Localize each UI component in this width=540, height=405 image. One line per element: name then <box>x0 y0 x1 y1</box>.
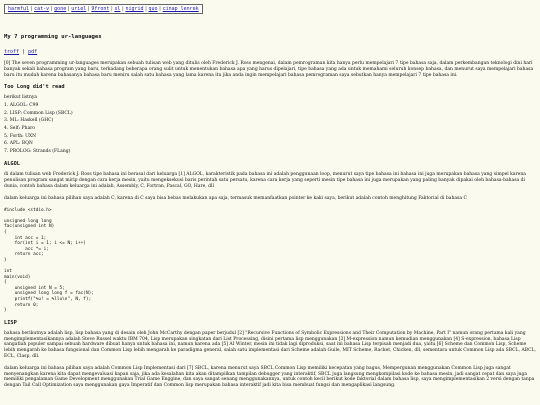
lisp-paragraph-2: dalam keluarga ini bahasa pilihan saya adalah Common Lisp Implementasi dari [7] SBCL, karena menurut saya SBCL Common Lisp memiliki kecepatan yang bagus, Mempergunan menggunakan Common Lisp juga sangat menyenangkan karena kita dapat mengevaluasi kapan saja, jika ada kesalahan kita akan ditampilkan tampilan debugger yang interaktif, SBCL juga langsung mengkompilasi kode ke bahasa mesin, jadi sangat cepat dan saya juga memiliki pengalaman Game Development menggunakan Trial Game Enggine, dan saya sangat senang menggunakannya, untuk contoh kecil berikut kode faktorial dalam bahasa lisp, saya mengimplementasikan 2 versi dengan tanpa dengan Tail Call Optimization saya menggunakan gaya Imperatif dan Common lisp merupakan bahasa interaktif jadi kita bisa membuat fungsi dan mengaplikasi langsung. <box>4 365 535 389</box>
page-title: My 7 programming ur-languages <box>4 34 102 40</box>
top-nav <box>4 4 203 14</box>
nav-separator: | <box>30 6 34 12</box>
list-item: 2. LISP: Common Lisp (SBCL) <box>4 110 73 116</box>
nav-link-cinap-lenrek[interactable]: cinap_lenrek <box>162 6 199 12</box>
nav-separator: | <box>144 6 148 12</box>
intro-paragraph: [0] The seven programming ur-languages merupakan sebuah tulisan web yang ditulis oleh Frederick J. Ross mengenai, dalam pemrograman kita hanya perlu mempelajari 7 tipe bahasa saja, dalam perkembangan teknologi dini hari banyak sekali bahasa program yang baru, terkadang beberapa orang sulit untuk menentukan bahasa apa yang harus dipelajari, tipe bahasa yang ada untuk memahami seluruh konsep bahasa, dan menurut saya mempelajari bahasa baru itu mudah karena bahasanya bahasa baru meniru salah satu bahasa yang lama karena itu jika anda ingin mempelajari bahasa pemrograman saya sebutkan hanya mempelajari 7 tipe bahasa ini. <box>4 61 534 78</box>
nav-link-cat-v[interactable]: cat-v <box>34 6 50 12</box>
nav-separator: | <box>121 6 125 12</box>
algol-paragraph-1: di dalam tulisan web Frederick J. Ross tipe bahasa ini berasal dari keluarga [1] ALGOL, karakteristik pada bahasa ini adalah penggunaan loop, menurut saya tipe bahasa ini bahasa ini juga merupakan bahasa yang simpel karena penulisan program sangat mirip dengan cara kerja mesin, yaitu mengeksekusi baris perintah satu persatu, karena cara kerja yang seperti mesin tipe bahasa ini juga merupakan yang paling banyak dipakai oleh bahasa-bahasa di dunia, contoh bahasa dalam keluarga ini adalah, Assembly, C, Fortran, Pascal, GO, Hare, dll <box>4 172 526 189</box>
lisp-paragraph-1: bahasa berikutnya adalah lisp, lisp bahasa yang di desain oleh John McCarthy dengan paper berjudul [2] "Recursive Functions of Symbolic Expressions and Their Computation by Machine, Part I" namun orang pertama kali yang mengimplementasikannya adalah Steve Russel waktu IBM 704, Lisp merupakan singkatan dari List Processing, disini pertama lisp menggunakan [3] M-expression namun kemudian menggunakan [4] S-expression, bahasa Lisp sangatlah populer sampai sebuah hardware dibuat hanya untuk bahasa ini, namun karena ada [5] AI Winter, mesin ini tidak lagi diproduksi, saat ini bahasa Lisp terpisah menjadi dua, yaitu [6] Scheme dan Common Lisp, Scheme lebih mengarah ke bahasa fungsional dan Common Lisp lebih mengarah ke paradigma general, salah satu implementasi dari Scheme adalah Guile, MIT Scheme, Racket, Chicken, dll, sementara untuk Common Lisp ada SBCL, ABCL, ECL, Clasp, dll. <box>4 330 536 359</box>
nav-separator: | <box>67 6 71 12</box>
section-heading-tldr: Too Long did't read <box>4 84 65 91</box>
article <box>4 34 536 395</box>
section-heading-lisp: LISP <box>4 319 17 326</box>
list-item: 3. ML: Haskell (GHC) <box>4 118 54 124</box>
nav-separator: | <box>50 6 54 12</box>
list-item: 5. Forth: UXN <box>4 133 37 139</box>
code-block-c: #include <stdio.h> unsigned long long fac(unsigned int N) { int acc = 1; for(int i = 1; i <= N; i++) acc *= i; return acc; } int main(void) { unsigned int N = 5; unsigned long long f = fac(N); printf("%u! = %llu\n", N, f); return 0; } <box>4 207 94 314</box>
list-item: 7. PROLOG: Strands (FLang) <box>4 148 71 154</box>
nav-link-harmful[interactable]: harmful <box>8 6 30 12</box>
nav-link-gone[interactable]: gone <box>54 6 67 12</box>
nav-link-9front[interactable]: 9front <box>91 6 110 12</box>
list-lead: berikut listnya <box>4 95 38 101</box>
language-list <box>4 102 536 155</box>
pdf-link[interactable]: pdf <box>28 49 38 55</box>
list-item: 4. Self: Pharo <box>4 125 35 131</box>
list-item: 6. APL: BQN <box>4 141 33 147</box>
nav-separator: | <box>87 6 91 12</box>
nav-link-uriel[interactable]: uriel <box>71 6 87 12</box>
troff-link[interactable]: troff <box>4 49 20 55</box>
format-links <box>4 49 536 55</box>
nav-link-nigrid[interactable]: nigrid <box>125 6 144 12</box>
nav-link-quo[interactable]: quo <box>148 6 158 12</box>
nav-link-sl[interactable]: sl <box>114 6 121 12</box>
algol-paragraph-2: dalam keluarga ini bahasa pilihan saya adalah C, karena di C saya bisa bebas melakukan apa saja, termasuk memanfaatkan pointer ke kaki saya, berikut adalah contoh menghitung Faktorial di bahasa C <box>4 195 467 201</box>
format-separator: | <box>22 49 26 55</box>
section-heading-algol: ALGOL <box>4 161 20 168</box>
nav-separator: | <box>110 6 114 12</box>
nav-separator: | <box>158 6 162 12</box>
list-item: 1. ALGOL: C99 <box>4 103 39 109</box>
